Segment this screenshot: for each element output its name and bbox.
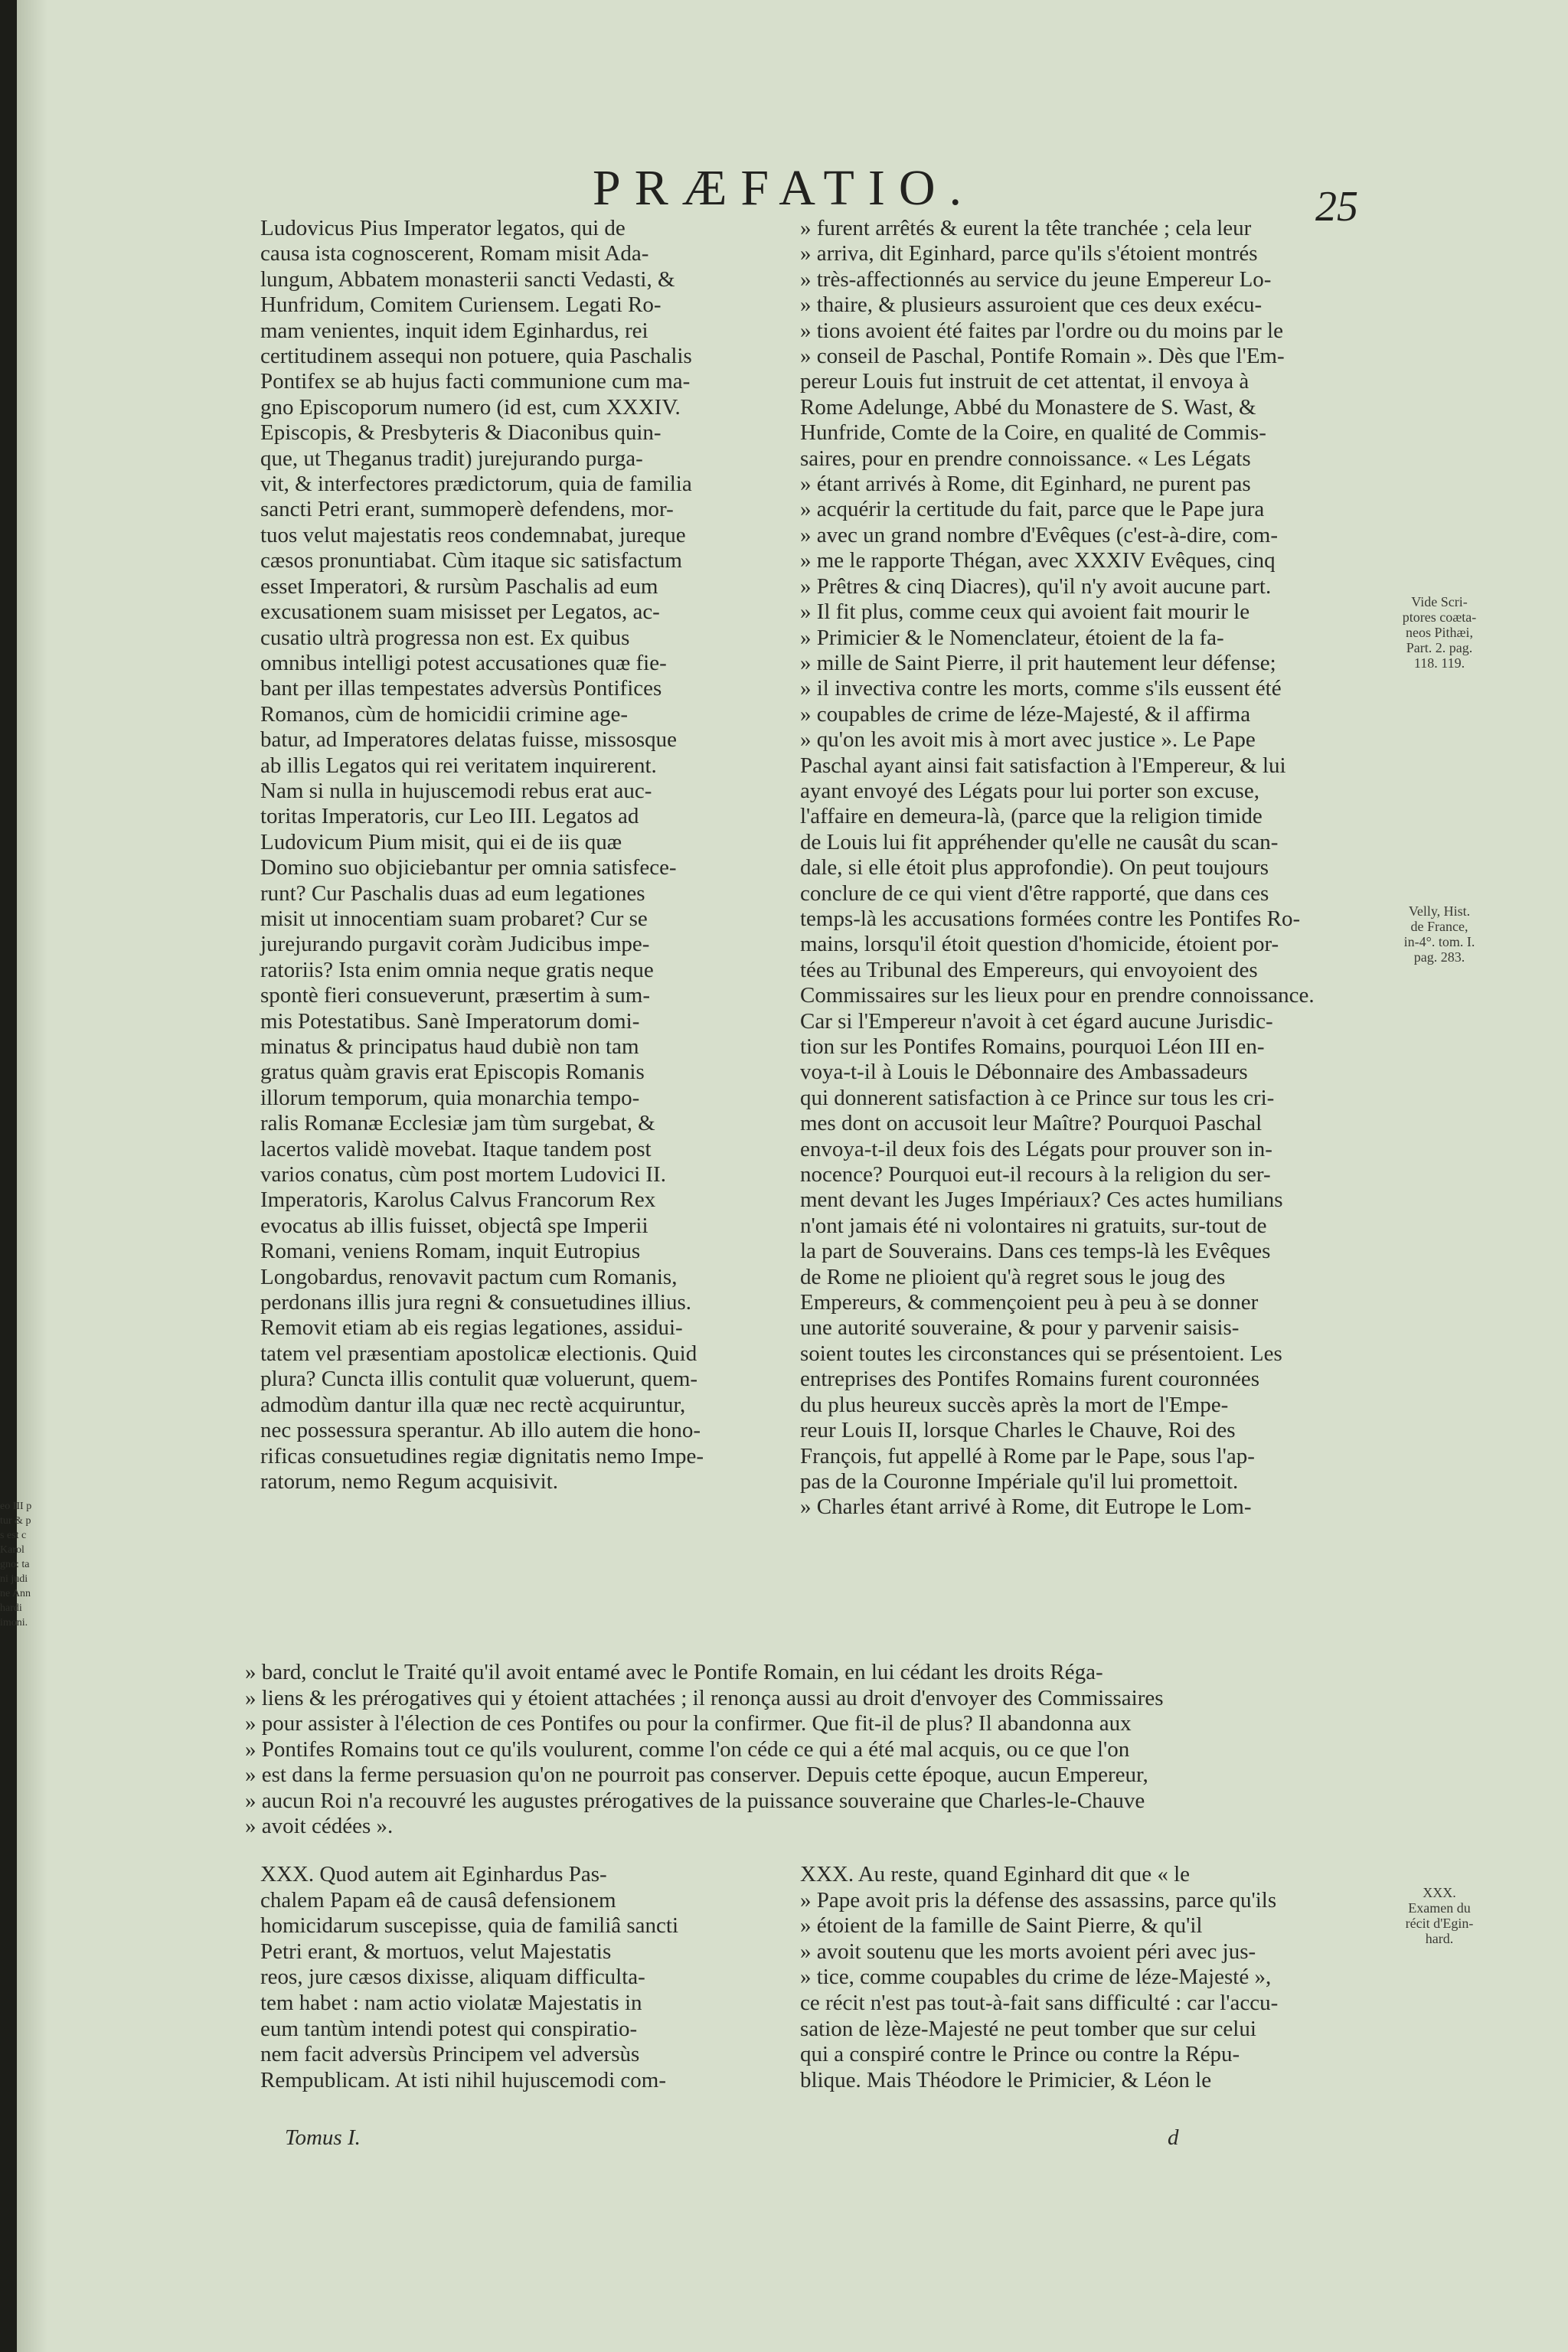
text-line: » Charles étant arrivé à Rome, dit Eutrope le Lom- <box>800 1494 1252 1520</box>
sidenote-line: récit d'Egin- <box>1405 1916 1474 1931</box>
text-line: XXX. Au reste, quand Eginhard dit que « le <box>800 1862 1191 1886</box>
text-line: entreprises des Pontifes Romains furent couronnées <box>800 1367 1259 1392</box>
text-line: ratorum, nemo Regum acquisivit. <box>260 1468 559 1494</box>
text-line: Hunfride, Comte de la Coire, en qualité de Commis- <box>800 420 1266 446</box>
fragment-line: gno: ta <box>0 1559 30 1570</box>
text-line: » aucun Roi n'a recouvré les augustes prérogatives de la puissance souveraine que Charles-le-Chauve <box>245 1788 1145 1813</box>
text-line: homicidarum suscepisse, quia de familiâ sancti <box>260 1913 679 1939</box>
text-line: gratus quàm gravis erat Episcopis Romanis <box>260 1060 645 1085</box>
text-line: jurejurando purgavit coràm Judicibus impe- <box>260 932 650 957</box>
text-line: cæsos pronuntiabat. Cùm itaque sic satisfactum <box>260 548 682 573</box>
text-line: Commissaires sur les lieux pour en prendre connoissance. <box>800 983 1315 1008</box>
text-line: tion sur les Pontifes Romains, pourquoi Léon III en- <box>800 1034 1265 1059</box>
signature-mark: d <box>1168 2125 1179 2150</box>
sidenote-line: XXX. <box>1423 1885 1456 1900</box>
text-line: Paschal ayant ainsi fait satisfaction à l'Empereur, & lui <box>800 753 1286 778</box>
text-line: lungum, Abbatem monasterii sancti Vedasti, & <box>260 266 675 292</box>
text-line: batur, ad Imperatores delatas fuisse, missosque <box>260 727 678 753</box>
text-line: » est dans la ferme persuasion qu'on ne pourroit pas conserver. Depuis cette époque, aucun Empereur, <box>245 1762 1148 1787</box>
text-line: Imperatoris, Karolus Calvus Francorum Rex <box>260 1187 656 1213</box>
text-line: toritas Imperatoris, cur Leo III. Legatos ad <box>260 804 639 829</box>
text-line: » avec un grand nombre d'Evêques (c'est-à-dire, com- <box>800 522 1279 547</box>
text-line: evocatus ab illis fuisset, objectâ spe Imperii <box>260 1213 648 1238</box>
text-line: » tions avoient été faites par l'ordre ou du moins par le <box>800 318 1283 343</box>
text-line: rificas consuetudines regiæ dignitatis nemo Impe- <box>260 1443 704 1468</box>
text-line: sancti Petri erant, summoperè defendens, mor- <box>260 497 674 522</box>
text-line: » Il fit plus, comme ceux qui avoient fait mourir le <box>800 599 1250 625</box>
sidenote-line: Vide Scri- <box>1411 594 1468 609</box>
text-line: cusatio ultrà progressa non est. Ex quibus <box>260 625 630 650</box>
text-line: ralis Romanæ Ecclesiæ jam tùm surgebat, & <box>260 1111 655 1136</box>
french-column <box>800 216 1334 1521</box>
text-line: Ludovicus Pius Imperator legatos, qui de <box>260 216 626 240</box>
latin-column <box>260 216 777 1494</box>
text-line: blique. Mais Théodore le Primicier, & Léon le <box>800 2067 1212 2092</box>
sidenote-line: ptores coæta- <box>1402 609 1477 625</box>
text-line: ratoriis? Ista enim omnia neque gratis neque <box>260 957 654 982</box>
text-line: reos, jure cæsos dixisse, aliquam difficulta- <box>260 1965 645 1990</box>
text-line: eum tantùm intendi potest qui conspiratio- <box>260 2016 638 2041</box>
text-line: n'ont jamais été ni volontaires ni gratuits, sur-tout de <box>800 1213 1267 1238</box>
text-line: Rome Adelunge, Abbé du Monastere de S. Wast, & <box>800 394 1256 420</box>
text-line: perdonans illis jura regni & consuetudines illius. <box>260 1290 691 1315</box>
sidenote-line: Examen du <box>1408 1900 1471 1916</box>
text-line: Romani, veniens Romam, inquit Eutropius <box>260 1239 641 1264</box>
text-line: causa ista cognoscerent, Romam misit Ada- <box>260 241 649 266</box>
text-line: » très-affectionnés au service du jeune Empereur Lo- <box>800 266 1272 292</box>
sidenote-velly <box>1382 903 1497 965</box>
text-line: excusationem suam misisset per Legatos, ac- <box>260 599 660 625</box>
text-line: voya-t-il à Louis le Débonnaire des Ambassadeurs <box>800 1060 1248 1085</box>
text-line: Romanos, cùm de homicidii crimine age- <box>260 701 628 727</box>
fragment-line: tur & p <box>0 1515 31 1527</box>
text-line: François, fut appellé à Rome par le Pape, sous l'ap- <box>800 1443 1255 1468</box>
text-line: Removit etiam ab eis regias legationes, assidui- <box>260 1315 683 1341</box>
text-line: chalem Papam eâ de causâ defensionem <box>260 1887 616 1913</box>
previous-page-fragment <box>0 1499 47 1630</box>
sidenote-line: Velly, Hist. <box>1408 903 1471 919</box>
text-line: » mille de Saint Pierre, il prit hautement leur défense; <box>800 650 1276 675</box>
text-line: » Pape avoit pris la défense des assassins, parce qu'ils <box>800 1887 1277 1913</box>
text-line: » furent arrêtés & eurent la tête tranchée ; cela leur <box>800 216 1252 240</box>
text-line: qui donnerent satisfaction à ce Prince sur tous les cri- <box>800 1085 1275 1110</box>
text-line: reur Louis II, lorsque Charles le Chauve, Roi des <box>800 1418 1236 1443</box>
fragment-line: imoni. <box>0 1617 28 1628</box>
text-line: ab illis Legatos qui rei veritatem inquirerent. <box>260 753 657 778</box>
fragment-line: ne Ann <box>0 1588 31 1599</box>
sidenote-scriptores <box>1382 594 1497 671</box>
sidenote-line: 118. 119. <box>1413 655 1465 671</box>
text-line: saires, pour en prendre connoissance. « Les Légats <box>800 446 1251 471</box>
text-line: conclure de ce qui vient d'être rapporté, que dans ces <box>800 880 1269 906</box>
text-line: omnibus intelligi potest accusationes quæ fie- <box>260 650 667 675</box>
text-line: lacertos validè movebat. Itaque tandem post <box>260 1136 652 1161</box>
sidenote-line: neos Pithæi, <box>1405 625 1473 640</box>
text-line: Rempublicam. At isti nihil hujuscemodi com- <box>260 2067 667 2092</box>
text-line: qui a conspiré contre le Prince ou contre la Répu- <box>800 2042 1240 2067</box>
text-line: » tice, comme coupables du crime de léze-Majesté », <box>800 1965 1272 1990</box>
sidenote-line: in-4°. tom. I. <box>1403 934 1475 949</box>
text-line: » arriva, dit Eginhard, parce qu'ils s'étoient montrés <box>800 241 1258 266</box>
text-line: tem habet : nam actio violatæ Majestatis in <box>260 1990 642 2015</box>
gutter-shadow <box>17 0 47 2352</box>
text-line: » coupables de crime de léze-Majesté, & il affirma <box>800 701 1251 727</box>
text-line: nocence? Pourquoi eut-il recours à la religion du ser- <box>800 1162 1271 1187</box>
fragment-line: hardi <box>0 1602 22 1614</box>
text-line: certitudinem assequi non potuere, quia Paschalis <box>260 344 692 369</box>
text-line: Longobardus, renovavit pactum cum Romanis, <box>260 1264 678 1289</box>
text-line: » Primicier & le Nomenclateur, étoient de la fa- <box>800 625 1224 650</box>
sidenote-section-xxx <box>1382 1885 1497 1946</box>
text-line: tatem vel præsentiam apostolicæ electionis. Quid <box>260 1341 697 1366</box>
text-line: » avoit cédées ». <box>245 1814 394 1838</box>
text-line: » pour assister à l'élection de ces Pontifes ou pour la confirmer. Que fit-il de plus? Il abandonna aux <box>245 1711 1132 1736</box>
text-line: » Prêtres & cinq Diacres), qu'il n'y avoit aucune part. <box>800 573 1272 599</box>
text-line: que, ut Theganus tradit) jurejurando purga- <box>260 446 643 471</box>
text-line: mis Potestatibus. Sanè Imperatorum domi- <box>260 1008 640 1034</box>
text-line: vit, & interfectores prædictorum, quia de familia <box>260 472 692 497</box>
text-line: nec possessura sperantur. Ab illo autem die hono- <box>260 1418 701 1443</box>
text-line: esset Imperatori, & rursùm Paschalis ad eum <box>260 573 658 599</box>
text-line: gno Episcoporum numero (id est, cum XXXIV. <box>260 394 681 420</box>
book-page-edge <box>0 0 17 2352</box>
text-line: » qu'on les avoit mis à mort avec justice ». Le Pape <box>800 727 1256 753</box>
text-line: Nam si nulla in hujuscemodi rebus erat auc- <box>260 778 652 803</box>
text-line: soient toutes les circonstances qui se présentoient. Les <box>800 1341 1282 1366</box>
text-line: mains, lorsqu'il étoit question d'homicide, étoient por- <box>800 932 1279 957</box>
sidenote-line: Part. 2. pag. <box>1406 640 1473 655</box>
text-line: Domino suo objiciebantur per omnia satisfece- <box>260 855 677 880</box>
text-line: » acquérir la certitude du fait, parce que le Pape jura <box>800 497 1265 522</box>
text-line: » Pontifes Romains tout ce qu'ils voulurent, comme l'on céde ce qui a été mal acquis, ou ce que l'on <box>245 1736 1130 1762</box>
text-line: admodùm dantur illa quæ nec rectè acquiruntur, <box>260 1392 686 1417</box>
text-line: plura? Cuncta illis contulit quæ voluerunt, quem- <box>260 1367 698 1392</box>
text-line: spontè fieri consueverunt, præsertim à sum- <box>260 983 650 1008</box>
text-line: de Louis lui fit appréhender qu'elle ne causât du scan- <box>800 829 1279 854</box>
text-line: nem facit adversùs Principem vel adversùs <box>260 2042 640 2067</box>
text-line: ce récit n'est pas tout-à-fait sans difficulté : car l'accu- <box>800 1990 1279 2015</box>
text-line: » me le rapporte Thégan, avec XXXIV Evêques, cinq <box>800 548 1276 573</box>
page-number: 25 <box>1315 183 1358 230</box>
text-line: ment devant les Juges Impériaux? Ces actes humilians <box>800 1187 1283 1213</box>
section-xxx-latin <box>260 1862 777 2093</box>
text-line: tées au Tribunal des Empereurs, qui envoyoient des <box>800 957 1258 982</box>
text-line: l'affaire en demeura-là, (parce que la religion timide <box>800 804 1263 829</box>
section-xxx-french <box>800 1862 1334 2093</box>
text-line: du plus heureux succès après la mort de l'Empe- <box>800 1392 1229 1417</box>
text-line: Ludovicum Pium misit, qui ei de iis quæ <box>260 829 622 854</box>
text-line: Petri erant, & mortuos, velut Majestatis <box>260 1939 612 1964</box>
fragment-line: s est c <box>0 1530 27 1541</box>
text-line: envoya-t-il deux fois des Légats pour prouver son in- <box>800 1136 1272 1161</box>
full-width-quote <box>245 1660 1336 1840</box>
text-line: mam venientes, inquit idem Eginhardus, rei <box>260 318 648 343</box>
text-line: mes dont on accusoit leur Maître? Pourquoi Paschal <box>800 1111 1263 1136</box>
text-line: » bard, conclut le Traité qu'il avoit entamé avec le Pontife Romain, en lui cédant les droits Réga- <box>245 1660 1103 1684</box>
fragment-line: ni judi <box>0 1573 28 1585</box>
text-line: tuos velut majestatis reos condemnabat, jureque <box>260 522 686 547</box>
text-line: minatus & principatus haud dubiè non tam <box>260 1034 639 1059</box>
text-line: » étant arrivés à Rome, dit Eginhard, ne purent pas <box>800 472 1251 497</box>
text-line: » étoient de la famille de Saint Pierre, & qu'il <box>800 1913 1203 1939</box>
sidenote-line: de France, <box>1410 919 1468 934</box>
text-line: dale, si elle étoit plus approfondie). On peut toujours <box>800 855 1269 880</box>
text-line: misit ut innocentiam suam probaret? Cur se <box>260 906 648 931</box>
text-line: » il invectiva contre les morts, comme s'ils eussent été <box>800 676 1282 701</box>
text-line: Car si l'Empereur n'avoit à cet égard aucune Jurisdic- <box>800 1008 1273 1034</box>
text-line: » conseil de Paschal, Pontife Romain ». Dès que l'Em- <box>800 344 1285 369</box>
text-line: illorum temporum, quia monarchia tempo- <box>260 1085 640 1110</box>
running-title: PRÆFATIO. <box>592 160 976 216</box>
text-line: Hunfridum, Comitem Curiensem. Legati Ro- <box>260 292 662 318</box>
text-line: sation de lèze-Majesté ne peut tomber que sur celui <box>800 2016 1256 2041</box>
text-line: pereur Louis fut instruit de cet attentat, il envoya à <box>800 369 1250 394</box>
text-line: » avoit soutenu que les morts avoient péri avec jus- <box>800 1939 1256 1964</box>
text-line: une autorité souveraine, & pour y parvenir saisis- <box>800 1315 1240 1341</box>
text-line: Episcopis, & Presbyteris & Diaconibus quin- <box>260 420 662 446</box>
text-line: » liens & les prérogatives qui y étoient attachées ; il renonça aussi au droit d'envoyer des Commissaires <box>245 1685 1164 1710</box>
text-line: Pontifex se ab hujus facti communione cum ma- <box>260 369 691 394</box>
text-line: varios conatus, cùm post mortem Ludovici II. <box>260 1162 666 1187</box>
volume-label: Tomus I. <box>285 2125 361 2150</box>
sidenote-line: pag. 283. <box>1413 949 1465 965</box>
text-line: » thaire, & plusieurs assuroient que ces deux exécu- <box>800 292 1263 318</box>
fragment-line: Karol <box>0 1544 24 1556</box>
text-line: ayant envoyé des Légats pour lui porter son excuse, <box>800 778 1259 803</box>
text-line: la part de Souverains. Dans ces temps-là les Evêques <box>800 1239 1271 1264</box>
text-line: temps-là les accusations formées contre les Pontifes Ro- <box>800 906 1301 931</box>
text-line: runt? Cur Paschalis duas ad eum legationes <box>260 880 645 906</box>
text-line: XXX. Quod autem ait Eginhardus Pas- <box>260 1862 607 1886</box>
sidenote-line: hard. <box>1425 1931 1454 1946</box>
text-line: bant per illas tempestates adversùs Pontifices <box>260 676 662 701</box>
text-line: Empereurs, & commençoient peu à peu à se donner <box>800 1290 1259 1315</box>
text-line: pas de la Couronne Impériale qu'il lui promettoit. <box>800 1468 1239 1494</box>
text-line: de Rome ne plioient qu'à regret sous le joug des <box>800 1264 1226 1289</box>
fragment-line: eo III p <box>0 1501 32 1512</box>
